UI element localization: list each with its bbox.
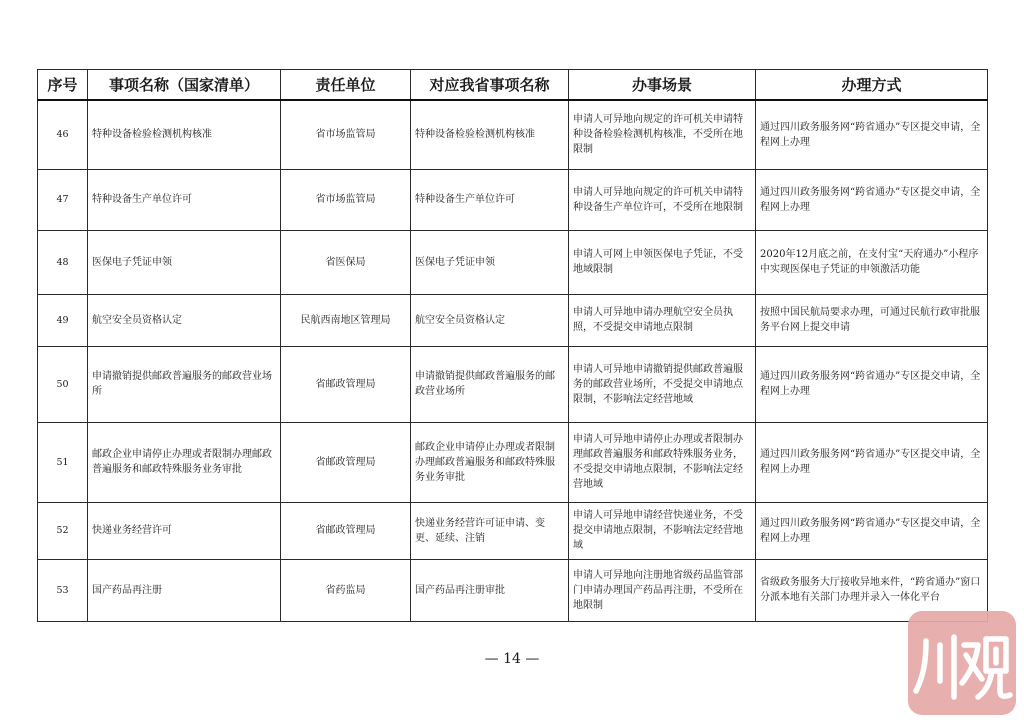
row-province-name: 医保电子凭证申领: [411, 230, 569, 294]
row-item-name: 国产药品再注册: [88, 559, 281, 621]
row-province-name: 申请撤销提供邮政普遍服务的邮政营业场所: [411, 346, 569, 422]
row-method: 通过四川政务服务网“跨省通办”专区提交申请，全程网上办理: [756, 422, 988, 502]
row-scene: 申请人可异地申请撤销提供邮政普遍服务的邮政营业场所，不受提交申请地点限制，不影响法定经营地域: [569, 346, 756, 422]
row-seq: 46: [38, 100, 88, 169]
row-unit: 省邮政管理局: [281, 502, 411, 559]
table-row: [38, 502, 988, 559]
row-method: 通过四川政务服务网“跨省通办”专区提交申请，全程网上办理: [756, 502, 988, 559]
header-province-item-name: 对应我省事项名称: [411, 70, 569, 101]
table-row: [38, 346, 988, 422]
row-scene: 申请人可异地申请办理航空安全员执照，不受提交申请地点限制: [569, 294, 756, 346]
row-seq: 49: [38, 294, 88, 346]
row-item-name: 航空安全员资格认定: [88, 294, 281, 346]
row-method: 按照中国民航局要求办理，可通过民航行政审批服务平台网上提交申请: [756, 294, 988, 346]
row-method: 通过四川政务服务网“跨省通办”专区提交申请，全程网上办理: [756, 100, 988, 169]
header-method: 办理方式: [756, 70, 988, 101]
row-unit: 省药监局: [281, 559, 411, 621]
row-scene: 申请人可异地向规定的许可机关申请特种设备检验检测机构核准，不受所在地限制: [569, 100, 756, 169]
row-unit: 省医保局: [281, 230, 411, 294]
header-seq: 序号: [38, 70, 88, 101]
row-item-name: 医保电子凭证申领: [88, 230, 281, 294]
row-scene: 申请人可异地向注册地省级药品监管部门申请办理国产药品再注册，不受所在地限制: [569, 559, 756, 621]
row-seq: 48: [38, 230, 88, 294]
row-seq: 52: [38, 502, 88, 559]
row-method: 省级政务服务大厅接收异地来件，“跨省通办”窗口分派本地有关部门办理并录入一体化平台: [756, 559, 988, 621]
row-method: 2020年12月底之前，在支付宝“天府通办”小程序中实现医保电子凭证的申领激活功能: [756, 230, 988, 294]
row-seq: 50: [38, 346, 88, 422]
row-province-name: 特种设备生产单位许可: [411, 169, 569, 230]
row-unit: 省市场监管局: [281, 100, 411, 169]
row-province-name: 特种设备检验检测机构核准: [411, 100, 569, 169]
row-seq: 47: [38, 169, 88, 230]
row-province-name: 邮政企业申请停止办理或者限制办理邮政普遍服务和邮政特殊服务业务审批: [411, 422, 569, 502]
header-scene: 办事场景: [569, 70, 756, 101]
row-province-name: 国产药品再注册审批: [411, 559, 569, 621]
row-unit: 省市场监管局: [281, 169, 411, 230]
row-item-name: 特种设备检验检测机构核准: [88, 100, 281, 169]
row-item-name: 特种设备生产单位许可: [88, 169, 281, 230]
chuanguan-logo-icon: [908, 611, 1016, 715]
table-row: [38, 100, 988, 169]
table-row: [38, 169, 988, 230]
table-row: [38, 559, 988, 621]
table-row: [38, 422, 988, 502]
row-province-name: 快递业务经营许可证申请、变更、延续、注销: [411, 502, 569, 559]
row-item-name: 快递业务经营许可: [88, 502, 281, 559]
table-row: [38, 230, 988, 294]
page-number: — 14 —: [484, 651, 540, 667]
table-header-row: [38, 70, 988, 101]
row-method: 通过四川政务服务网“跨省通办”专区提交申请，全程网上办理: [756, 169, 988, 230]
row-item-name: 邮政企业申请停止办理或者限制办理邮政普遍服务和邮政特殊服务业务审批: [88, 422, 281, 502]
header-item-name: 事项名称（国家清单）: [88, 70, 281, 101]
row-province-name: 航空安全员资格认定: [411, 294, 569, 346]
service-items-table: [37, 69, 988, 622]
row-seq: 51: [38, 422, 88, 502]
row-seq: 53: [38, 559, 88, 621]
row-item-name: 申请撤销提供邮政普遍服务的邮政营业场所: [88, 346, 281, 422]
row-unit: 省邮政管理局: [281, 422, 411, 502]
table-row: [38, 294, 988, 346]
row-scene: 申请人可异地向规定的许可机关申请特种设备生产单位许可，不受所在地限制: [569, 169, 756, 230]
header-responsible-unit: 责任单位: [281, 70, 411, 101]
row-unit: 民航西南地区管理局: [281, 294, 411, 346]
row-scene: 申请人可异地申请经营快递业务，不受提交申请地点限制，不影响法定经营地域: [569, 502, 756, 559]
row-scene: 申请人可网上申领医保电子凭证，不受地域限制: [569, 230, 756, 294]
row-method: 通过四川政务服务网“跨省通办”专区提交申请，全程网上办理: [756, 346, 988, 422]
row-unit: 省邮政管理局: [281, 346, 411, 422]
chuanguan-watermark-logo: [908, 611, 1016, 715]
row-scene: 申请人可异地申请停止办理或者限制办理邮政普遍服务和邮政特殊服务业务，不受提交申请地点限制，不影响法定经营地域: [569, 422, 756, 502]
